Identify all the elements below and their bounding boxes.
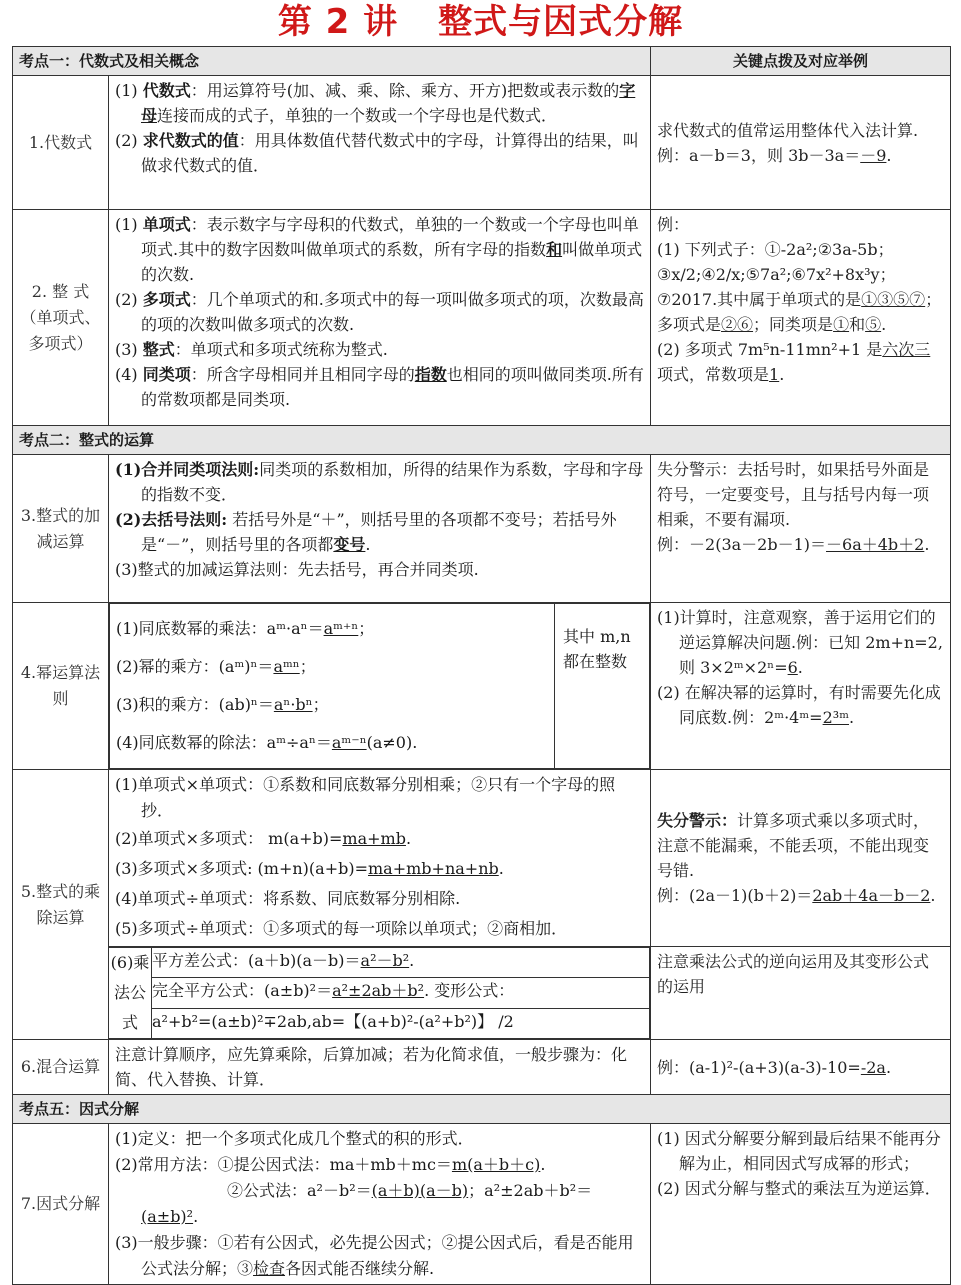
row-factorization — [13, 1124, 951, 1285]
row-note-7: (1) 因式分解要分解到最后结果不能再分解为止，相同因式写成幂的形式； (2) 因式分解与整式的乘法互为逆运算． — [651, 1124, 951, 1285]
row-content-4 — [109, 603, 651, 770]
formula-note: 注意乘法公式的逆向运用及其变形公式的运用 — [651, 947, 951, 1040]
row-note-4: (1)计算时，注意观察，善于运用它们的逆运算解决问题.例：已知 2m+n=2,则 3×2ᵐ×2ⁿ=6. (2) 在解决幂的运算时，有时需要先化成同底数.例：2ᵐ·4ᵐ=2³ᵐ. — [651, 603, 951, 770]
section-key-points-title: 关键点拨及对应举例 — [651, 47, 951, 76]
row-label-1: 1.代数式 — [13, 76, 109, 210]
row-content-1 — [109, 76, 651, 210]
row-label-6: 6.混合运算 — [13, 1040, 109, 1095]
notes-table — [12, 46, 951, 1285]
power-rule-1: (1)同底数幂的乘法：aᵐ·aⁿ＝aᵐ⁺ⁿ； — [116, 619, 375, 638]
item-1-1: (1) 代数式：用运算符号(加、减、乘、除、乘方、开方)把数或表示数的字母连接而成的式子，单独的一个数或一个字母也是代数式． — [115, 81, 636, 125]
row-content-6: 注意计算顺序，应先算乘除，后算加减；若为化简求值，一般步骤为：化简、代入替换、计算． — [109, 1040, 651, 1095]
mul-rule-5: (5)多项式÷单项式：①多项式的每一项除以单项式；②商相加． — [115, 919, 568, 938]
formula-perfect-square: 完全平方公式：(a±b)²＝a²±2ab＋b². 变形公式： — [152, 978, 650, 1008]
section-title-1: 考点一：代数式及相关概念 — [13, 47, 651, 76]
power-rule-note: 其中 m,n 都在整数 — [555, 604, 650, 769]
row-content-2 — [109, 210, 651, 426]
row-note-5: 失分警示：计算多项式乘以多项式时，注意不能漏乘，不能丢项，不能出现变号错. 例：(2a－1)(b＋2)＝2ab＋4a－b－2. — [651, 770, 951, 947]
item-3-2: (2)去括号法则: 若括号外是“＋”，则括号里的各项都不变号；若括号外是“－”，则括号里的各项都变号. — [115, 510, 617, 554]
power-rule-4: (4)同底数幂的除法：aᵐ÷aⁿ＝aᵐ⁻ⁿ(a≠0). — [116, 733, 418, 752]
power-rule-2: (2)幂的乘方：(aᵐ)ⁿ＝aᵐⁿ； — [116, 657, 316, 676]
section-title-2: 考点二：整式的运算 — [13, 426, 951, 455]
item-1-2: (2) 求代数式的值：用具体数值代替代数式中的字母，计算得出的结果，叫做求代数式的值． — [115, 131, 639, 175]
mul-rule-4: (4)单项式÷单项式：将系数、同底数幂分别相除. — [115, 889, 461, 908]
row-note-1: 求代数式的值常运用整体代入法计算. 例：a－b＝3，则 3b－3a＝－9. — [651, 76, 951, 210]
formula-cell — [109, 947, 651, 1040]
factor-method-2: ②公式法：a²－b²＝(a＋b)(a－b)；a²±2ab＋b²＝(a±b)². — [141, 1181, 593, 1226]
row-note-2: 例： (1) 下列式子：①-2a²;②3a-5b；③x/2;④2/x;⑤7a²;⑥7x²+8x³y；⑦2017.其中属于单项式的是①③⑤⑦；多项式是②⑥；同类项是①和⑤. (2) 多项式 7m⁵n-11mn²+1 是六次三项式，常数项是1. — [651, 210, 951, 426]
row-multiply-divide — [13, 770, 951, 947]
item-3-1: (1)合并同类项法则:同类项的系数相加，所得的结果作为系数，字母和字母的指数不变． — [115, 460, 644, 504]
item-2-3: (3) 整式：单项式和多项式统称为整式. — [115, 340, 388, 359]
row-mixed-operations — [13, 1040, 951, 1095]
row-label-5: 5.整式的乘除运算 — [13, 770, 109, 1040]
power-rule-3: (3)积的乘方：(ab)ⁿ＝aⁿ·bⁿ； — [116, 695, 329, 714]
item-3-3: (3)整式的加减运算法则：先去括号，再合并同类项. — [115, 560, 479, 579]
mul-rule-3: (3)多项式×多项式: (m+n)(a+b)=ma+mb+na+nb. — [115, 859, 504, 878]
formula-difference-of-squares: 平方差公式：(a＋b)(a－b)＝a²－b². — [152, 948, 650, 978]
row-content-3 — [109, 455, 651, 603]
row-label-4: 4.幂运算法则 — [13, 603, 109, 770]
row-note-6: 例：(a-1)²-(a+3)(a-3)-10=-2a. — [651, 1040, 951, 1095]
section-header-1 — [13, 47, 951, 76]
mul-rule-2: (2)单项式×多项式： m(a+b)=ma+mb. — [115, 829, 412, 848]
row-multiplication-formulas — [13, 947, 951, 1040]
formula-label: (6)乘法公式 — [109, 948, 152, 1039]
item-2-2: (2) 多项式：几个单项式的和.多项式中的每一项叫做多项式的项，次数最高的项的次数叫做多项式的次数. — [115, 290, 644, 334]
row-algebraic-expression — [13, 76, 951, 210]
section-title-3: 考点五：因式分解 — [13, 1095, 951, 1124]
row-polynomial — [13, 210, 951, 426]
item-2-1: (1) 单项式：表示数字与字母积的代数式，单独的一个数或一个字母也叫单项式.其中的数字因数叫做单项式的系数，所有字母的指数和叫做单项式的次数. — [115, 215, 643, 284]
row-content-5 — [109, 770, 651, 947]
row-power-rules — [13, 603, 951, 770]
row-label-3: 3.整式的加减运算 — [13, 455, 109, 603]
row-add-subtract — [13, 455, 951, 603]
item-2-4: (4) 同类项：所含字母相同并且相同字母的指数也相同的项叫做同类项.所有的常数项都是同类项. — [115, 365, 644, 409]
row-label-2: 2. 整 式（单项式、多项式） — [13, 210, 109, 426]
mul-rule-1: (1)单项式×单项式：①系数和同底数幂分别相乘；②只有一个字母的照抄． — [115, 775, 616, 820]
factor-definition: (1)定义：把一个多项式化成几个整式的积的形式． — [115, 1129, 474, 1148]
row-note-3: 失分警示：去括号时，如果括号外面是符号，一定要变号，且与括号内每一项相乘，不要有漏项. 例：－2(3a－2b－1)＝－6a＋4b＋2. — [651, 455, 951, 603]
row-content-7 — [109, 1124, 651, 1285]
title-topic: 整式与因式分解 — [438, 2, 684, 42]
section-header-2 — [13, 426, 951, 455]
section-header-3 — [13, 1095, 951, 1124]
factor-method-1: (2)常用方法：①提公因式法：ma＋mb＋mc＝m(a＋b＋c). — [115, 1155, 546, 1174]
title-lecture: 第 2 讲 — [277, 2, 399, 42]
row-label-7: 7.因式分解 — [13, 1124, 109, 1285]
page-title — [0, 2, 961, 42]
factor-steps: (3)一般步骤：①若有公因式，必先提公因式；②提公因式后，看是否能用公式法分解；③检查各因式能否继续分解. — [115, 1233, 634, 1278]
formula-variant: a²+b²=(a±b)²∓2ab,ab=【(a+b)²-(a²+b²)】 /2 — [152, 1008, 650, 1038]
